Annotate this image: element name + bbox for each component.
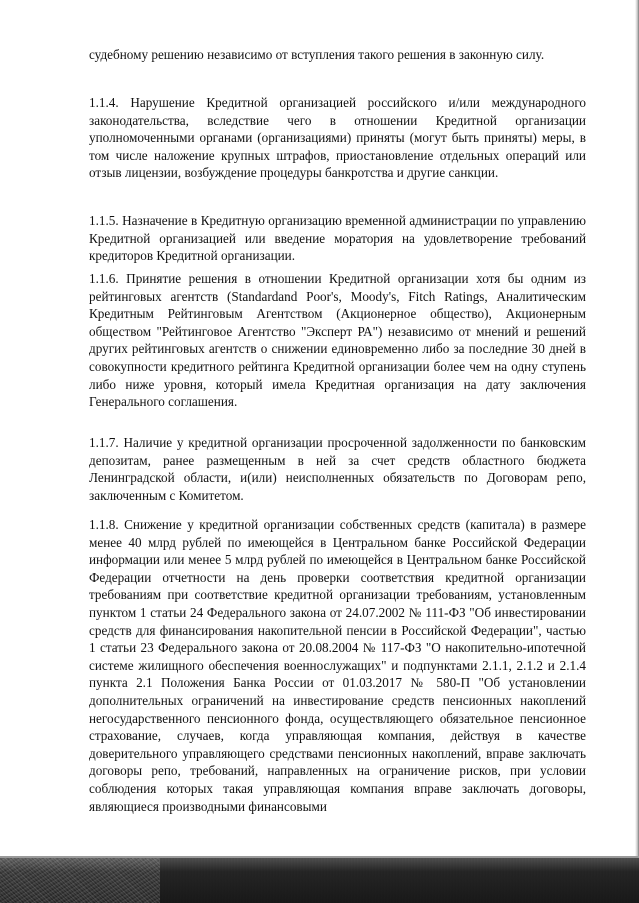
clause-1-1-7: 1.1.7. Наличие у кредитной организации просроченной задолженности по банковским депозитам, ранее размещенным в ней за счет средств областного бюджета Ленинградской области, и(или) неисполненных обязательств по Договорам репо, заключенным с Комитетом. (89, 435, 586, 503)
scan-right-edge (635, 0, 639, 903)
scan-noise-artifact (0, 858, 160, 903)
clause-1-1-5: 1.1.5. Назначение в Кредитную организацию временной администрации по управлению Кредитной организацией или введение моратория на удовлетворение требований кредиторов Кредитной организации. (89, 213, 586, 264)
clause-1-1-4: 1.1.4. Нарушение Кредитной организацией российского и/или международного законодательства, вследствие чего в отношении Кредитной организации уполномоченными органами (организациями) приняты (могут быть приняты) меры, в том числе наложение крупных штрафов, приостановление отдельных операций или отзыв лицензии, возбуждение процедуры банкротства и другие санкции. (89, 95, 586, 181)
clause-1-1-6: 1.1.6. Принятие решения в отношении Кредитной организации хотя бы одним из рейтинговых агентств (Standardand Poor's, Moody's, Fitch Ratings, Аналитическим Кредитным Рейтинговым Агентством (Акционерное общество), Акционерным обществом "Рейтинговое Агентство "Эксперт РА") независимо от мнений и решений других рейтинговых агентств о снижении единовременно либо за последние 30 дней в совокупности кредитного рейтинга Кредитной организации более чем на одну ступень либо ниже уровня, который имела Кредитная организация на дату заключения Генерального соглашения. (89, 271, 586, 410)
clause-1-1-8: 1.1.8. Снижение у кредитной организации собственных средств (капитала) в размере менее 40 млрд рублей по имеющейся в Центральном банке Российской Федерации информации или менее 5 млрд рублей по имеющейся в Центральном банке Российской Федерации отчетности на день проверки соответствия кредитной организации требованиям при соответствие кредитной организации требованиям, установленным пунктом 1 статьи 24 Федерального закона от 24.07.2002 № 111-ФЗ "Об инвестировании средств для финансирования накопительной пенсии в Российской Федерации", частью 1 статьи 23 Федерального закона от 20.08.2004 № 117-ФЗ "О накопительно-ипотечной системе жилищного обеспечения военнослужащих" и подпунктами 2.1.1, 2.1.2 и 2.1.4 пункта 2.1 Положения Банка России от 01.03.2017 № 580-П "Об установлении дополнительных ограничений на инвестирование средств пенсионных накоплений негосударственного пенсионного фонда, осуществляющего обязательное пенсионное страхование, случаев, когда управляющая компания, действуя в качестве доверительного управляющего средствами пенсионных накоплений, вправе заключать договоры репо, требований, направленных на ограничение рисков, при условии соблюдения которых такая управляющая компания вправе заключать договоры, являющиеся производными финансовыми (89, 517, 586, 814)
intro-paragraph: судебному решению независимо от вступления такого решения в законную силу. (89, 47, 545, 62)
